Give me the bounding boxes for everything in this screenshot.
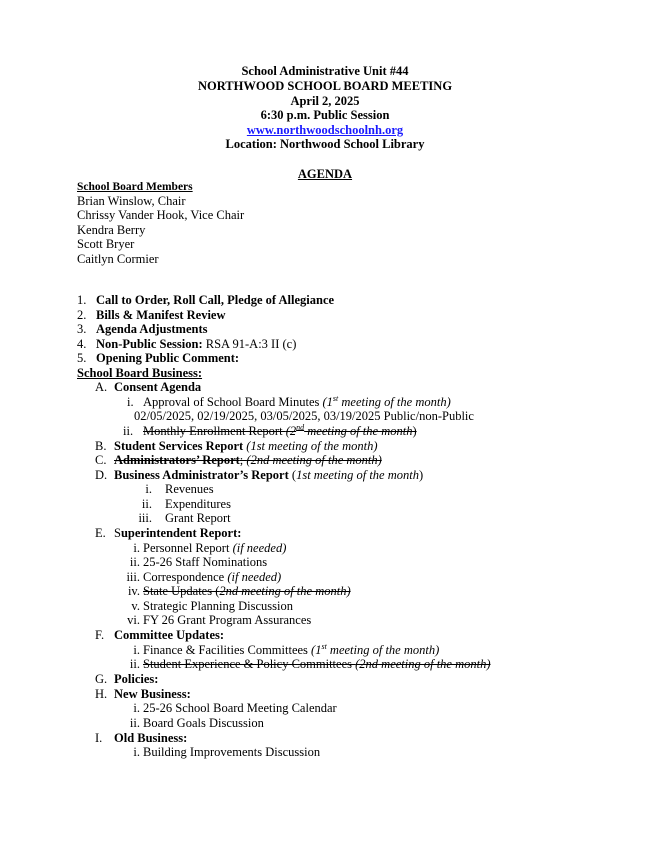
item-label: Bills & Manifest Review — [96, 308, 226, 322]
item-label: Opening Public Comment: — [96, 351, 240, 365]
sub-text: Expenditures — [165, 497, 231, 511]
member-5: Caitlyn Cormier — [77, 252, 159, 266]
sub-text: 25-26 School Board Meeting Calendar — [143, 701, 337, 715]
sub-text: Grant Report — [165, 511, 231, 525]
agenda-item-3 — [77, 322, 207, 337]
sub-text: Monthly Enrollment Report — [143, 424, 286, 438]
section-letter: E. — [95, 526, 106, 540]
business-heading: School Board Business: — [77, 366, 203, 380]
section-label: Policies: — [114, 672, 159, 686]
agenda-title: AGENDA — [297, 167, 353, 181]
sub-text: Correspondence — [143, 570, 228, 584]
section-letter: I. — [95, 731, 103, 745]
section-note: (1st meeting of the month) — [243, 439, 378, 453]
sub-text: Strategic Planning Discussion — [143, 599, 293, 613]
section-e-sub-4 — [115, 584, 351, 599]
section-a — [95, 380, 201, 395]
sub-note-end: meeting of the month) — [338, 395, 451, 409]
section-note: (2nd meeting of the month) — [246, 453, 382, 467]
sub-number: ii. — [123, 424, 134, 438]
sub-note: (1 — [311, 643, 322, 657]
section-e — [95, 526, 241, 541]
section-d-sub-1 — [120, 482, 214, 497]
item-label: Agenda Adjustments — [96, 322, 208, 336]
sub-number: v. — [131, 599, 140, 613]
section-label: Student Services Report — [114, 439, 244, 453]
section-a-sub-1-dates: 02/05/2025, 02/19/2025, 03/05/2025, 03/19/2025 Public/non-Public — [134, 409, 474, 423]
section-letter: H. — [95, 687, 108, 701]
agenda-item-2 — [77, 308, 226, 323]
sub-text: Revenues — [165, 482, 214, 496]
sub-number: ii. — [129, 657, 140, 671]
section-e-sub-1 — [115, 541, 286, 556]
agenda-item-5 — [77, 351, 239, 366]
sub-note-end: meeting of the month — [304, 424, 413, 438]
org-name: School Administrative Unit #44 — [241, 64, 409, 78]
section-letter: D. — [95, 468, 108, 482]
section-e-sub-6 — [115, 613, 311, 628]
section-a-sub-1 — [127, 395, 451, 410]
sub-number: i. — [133, 643, 140, 657]
sub-text: Approval of School Board Minutes — [143, 395, 323, 409]
item-number: 2. — [77, 308, 87, 322]
sub-number: i. — [133, 541, 140, 555]
section-d — [95, 468, 423, 483]
section-f — [95, 628, 224, 643]
section-note: 1st meeting of the month — [296, 468, 419, 482]
section-d-sub-3 — [120, 511, 231, 526]
section-c — [95, 453, 382, 468]
item-number: 4. — [77, 337, 87, 351]
member-3: Kendra Berry — [77, 223, 146, 237]
meeting-date: April 2, 2025 — [290, 94, 360, 108]
section-note-close: ) — [418, 468, 424, 482]
sub-number: i. — [133, 745, 140, 759]
section-letter: C. — [95, 453, 107, 467]
meeting-location: Location: Northwood School Library — [225, 137, 425, 151]
section-label: Business Administrator’s Report — [114, 468, 289, 482]
section-label: New Business: — [114, 687, 191, 701]
section-letter: G. — [95, 672, 108, 686]
item-label: Non-Public Session: — [96, 337, 203, 351]
section-label-initial: S — [114, 526, 121, 540]
section-b — [95, 439, 378, 454]
sub-number: i. — [133, 701, 140, 715]
section-i-sub-1 — [115, 745, 320, 760]
sub-note: (if needed) — [227, 570, 282, 584]
members-heading: School Board Members — [77, 181, 193, 193]
sub-note-sup: st — [321, 641, 327, 651]
sub-note: (1 — [322, 395, 333, 409]
section-e-sub-5 — [115, 599, 293, 614]
sub-number: ii. — [129, 716, 140, 730]
sub-close: ) — [412, 424, 417, 438]
sub-text: Student Experience & Policy Committees — [143, 657, 356, 671]
section-e-sub-2 — [115, 555, 267, 570]
sub-number: iii. — [138, 511, 152, 525]
agenda-item-1 — [77, 293, 334, 308]
session-time: 6:30 p.m. Public Session — [260, 108, 390, 122]
section-letter: B. — [95, 439, 107, 453]
item-number: 3. — [77, 322, 87, 336]
website-line — [0, 123, 650, 138]
sub-text: FY 26 Grant Program Assurances — [143, 613, 312, 627]
sub-text: Building Improvements Discussion — [143, 745, 321, 759]
sub-note-sup: st — [332, 393, 339, 403]
member-4: Scott Bryer — [77, 237, 135, 251]
sub-text: Personnel Report — [143, 541, 233, 555]
sub-note: (if needed) — [232, 541, 287, 555]
sub-number: i. — [145, 482, 152, 496]
section-label: Administrators’ Report — [114, 453, 240, 467]
item-label: Call to Order, Roll Call, Pledge of Allegiance — [96, 293, 335, 307]
agenda-item-4 — [77, 337, 296, 352]
item-number: 1. — [77, 293, 87, 307]
sub-number: iv. — [127, 584, 140, 598]
item-detail: RSA 91-A:3 II (c) — [202, 337, 297, 351]
sub-text: Finance & Facilities Committees — [143, 643, 312, 657]
section-label: Committee Updates: — [114, 628, 225, 642]
section-f-sub-2 — [115, 657, 491, 672]
sub-note-end: meeting of the month) — [326, 643, 440, 657]
sub-number: iii. — [126, 570, 140, 584]
sub-number: vi. — [127, 613, 140, 627]
sub-text: 25-26 Staff Nominations — [143, 555, 268, 569]
section-f-sub-1 — [115, 643, 439, 658]
member-1: Brian Winslow, Chair — [77, 194, 186, 208]
sub-note: (2nd meeting of the month) — [355, 657, 491, 671]
sub-note: (2 — [285, 424, 297, 438]
section-d-sub-2 — [120, 497, 231, 512]
sub-note-sup: nd — [296, 422, 305, 432]
section-label: uperintendent Report: — [120, 526, 242, 540]
item-number: 5. — [77, 351, 87, 365]
meeting-title: NORTHWOOD SCHOOL BOARD MEETING — [197, 79, 453, 93]
section-note-open: ( — [288, 468, 297, 482]
sub-text: State Updates ( — [143, 584, 220, 598]
section-h-sub-2 — [115, 716, 264, 731]
section-a-sub-2 — [123, 424, 417, 439]
section-h-sub-1 — [115, 701, 337, 716]
section-g — [95, 672, 158, 687]
sub-number: i. — [127, 395, 134, 409]
sub-text: Board Goals Discussion — [143, 716, 264, 730]
website-link[interactable]: www.northwoodschoolnh.org — [246, 123, 404, 137]
section-label: Old Business: — [114, 731, 188, 745]
sub-note: 2nd meeting of the month) — [219, 584, 351, 598]
section-letter: A. — [95, 380, 108, 394]
sub-number: ii. — [129, 555, 140, 569]
section-sep: ; — [239, 453, 247, 467]
section-e-sub-3 — [115, 570, 281, 585]
section-i — [95, 731, 187, 746]
section-label: Consent Agenda — [114, 380, 202, 394]
sub-number: ii. — [141, 497, 152, 511]
section-h — [95, 687, 191, 702]
member-2: Chrissy Vander Hook, Vice Chair — [77, 208, 245, 222]
section-letter: F. — [95, 628, 105, 642]
